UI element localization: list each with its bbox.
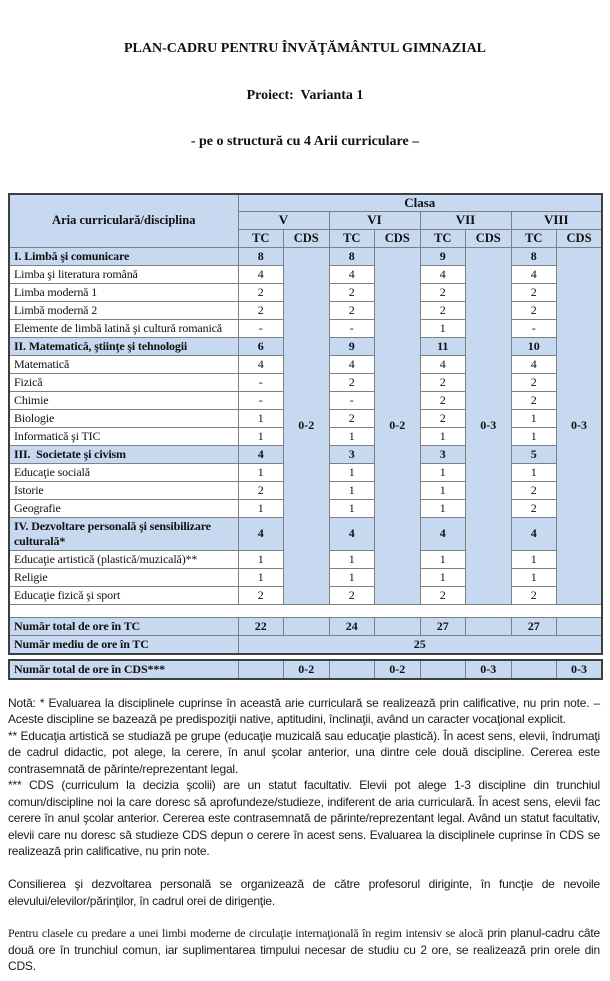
tc-value-cell: 1 — [238, 463, 284, 481]
tc-value-cell: 1 — [420, 499, 466, 517]
total-cds-value: 0-2 — [284, 660, 330, 679]
document-header — [8, 10, 602, 181]
row-label: Educaţie socială — [9, 463, 238, 481]
tc-value-cell: 1 — [420, 481, 466, 499]
total-cds-label: Număr total de ore în CDS*** — [9, 660, 238, 679]
tc-value-cell: 2 — [420, 409, 466, 427]
cds-merged-cell: 0-3 — [466, 247, 512, 604]
note-paragraph-5-rest: prin planul-cadru câte două ore în trunchiul comun, iar suplimentarea timpului necesar de studiu cu 2 ore, se realizează prin orele din CDS. — [8, 926, 600, 974]
row-label: Biologie — [9, 409, 238, 427]
empty-cell — [284, 617, 330, 635]
tc-value-cell: 1 — [511, 427, 557, 445]
average-tc-row — [9, 635, 602, 654]
tc-value-cell: 10 — [511, 337, 557, 355]
note-paragraph-4: Consilierea şi dezvoltarea personală se organizează de către profesorul diriginte, în funcţie de nevoile elevului/elevilor/părinţilor, în cadrul orei de dirigenţie. — [8, 876, 600, 908]
row-label: Educaţie fizică şi sport — [9, 586, 238, 604]
row-label: Informatică şi TIC — [9, 427, 238, 445]
cds-merged-cell: 0-2 — [375, 247, 421, 604]
section-row — [9, 247, 602, 265]
row-label: IV. Dezvoltare personală şi sensibilizare culturală* — [9, 517, 238, 550]
tc-value-cell: 2 — [511, 301, 557, 319]
tc-value-cell: 1 — [238, 568, 284, 586]
cds-header: CDS — [284, 229, 330, 247]
tc-value-cell: 2 — [238, 301, 284, 319]
tc-header: TC — [511, 229, 557, 247]
cds-merged-cell: 0-2 — [284, 247, 330, 604]
total-tc-row — [9, 617, 602, 635]
tc-value-cell: 1 — [329, 463, 375, 481]
empty-cell — [238, 660, 284, 679]
row-label: I. Limbă şi comunicare — [9, 247, 238, 265]
row-label: Limba modernă 1 — [9, 283, 238, 301]
tc-value-cell: 4 — [511, 517, 557, 550]
tc-value-cell: 11 — [420, 337, 466, 355]
page-title: PLAN-CADRU PENTRU ÎNVĂŢĂMÂNTUL GIMNAZIAL — [123, 41, 487, 56]
tc-value-cell: 1 — [329, 427, 375, 445]
tc-value-cell: 6 — [238, 337, 284, 355]
tc-value-cell: 2 — [420, 283, 466, 301]
tc-value-cell: 1 — [329, 568, 375, 586]
tc-value-cell: 2 — [511, 586, 557, 604]
row-label: Elemente de limbă latină şi cultură romanică — [9, 319, 238, 337]
row-label: Fizică — [9, 373, 238, 391]
tc-value-cell: 2 — [511, 373, 557, 391]
total-tc-value: 27 — [420, 617, 466, 635]
tc-value-cell: 2 — [511, 283, 557, 301]
average-tc-value: 25 — [238, 635, 602, 654]
tc-value-cell: 2 — [238, 586, 284, 604]
header-row-clasa — [9, 194, 602, 212]
row-label: Religie — [9, 568, 238, 586]
note-paragraph-3: *** CDS (curriculum la decizia şcolii) are un statut facultativ. Elevii pot alege 1-3 discipline din trunchiul comun/discipline noi la care doresc să aprofundeze/studieze, indiferent de aria curriculară. În acest sens, elevii fac cerere în anul şcolar anterior. Cererea este contrasemnată de părinte/reprezentant legal. Având un statut facultativ, elevii care nu doresc să studieze CDS depun o cerere în acest sens. Evaluarea la disciplinele cuprinse în CDS se realizează prin calificative, nu prin note. — [8, 778, 600, 859]
tc-value-cell: 4 — [238, 355, 284, 373]
tc-value-cell: 8 — [511, 247, 557, 265]
class-header-vi: VI — [329, 211, 420, 229]
tc-value-cell: 2 — [238, 481, 284, 499]
class-header-vii: VII — [420, 211, 511, 229]
page-subtitle-project: Proiect: Varianta 1 — [246, 87, 364, 103]
average-tc-label: Număr mediu de ore în TC — [9, 635, 238, 654]
empty-cell — [375, 617, 421, 635]
empty-cell — [511, 660, 557, 679]
total-cds-row — [9, 660, 602, 679]
tc-value-cell: - — [511, 319, 557, 337]
tc-value-cell: 4 — [238, 265, 284, 283]
tc-value-cell: - — [238, 391, 284, 409]
tc-value-cell: 4 — [511, 355, 557, 373]
row-label: Limbă modernă 2 — [9, 301, 238, 319]
tc-value-cell: 1 — [420, 427, 466, 445]
tc-value-cell: - — [329, 319, 375, 337]
class-header-v: V — [238, 211, 329, 229]
total-cds-value: 0-3 — [466, 660, 512, 679]
note-paragraph-5 — [8, 925, 600, 975]
clasa-header: Clasa — [238, 194, 602, 212]
tc-value-cell: 1 — [511, 409, 557, 427]
tc-value-cell: 9 — [420, 247, 466, 265]
row-label: Chimie — [9, 391, 238, 409]
tc-value-cell: 1 — [238, 427, 284, 445]
curriculum-table — [8, 193, 603, 655]
empty-cell — [329, 660, 375, 679]
tc-value-cell: 2 — [420, 391, 466, 409]
total-tc-value: 22 — [238, 617, 284, 635]
tc-value-cell: 2 — [420, 301, 466, 319]
tc-value-cell: 1 — [420, 319, 466, 337]
tc-value-cell: 2 — [511, 481, 557, 499]
cds-merged-cell: 0-3 — [557, 247, 603, 604]
row-label: II. Matematică, ştiinţe şi tehnologii — [9, 337, 238, 355]
total-tc-value: 27 — [511, 617, 557, 635]
tc-value-cell: 4 — [238, 517, 284, 550]
tc-value-cell: 1 — [238, 499, 284, 517]
tc-value-cell: 1 — [420, 568, 466, 586]
tc-value-cell: - — [238, 373, 284, 391]
tc-value-cell: 4 — [329, 517, 375, 550]
table-header — [9, 194, 602, 248]
class-header-viii: VIII — [511, 211, 602, 229]
row-label: III. Societate şi civism — [9, 445, 238, 463]
tc-value-cell: 1 — [238, 550, 284, 568]
tc-value-cell: 4 — [420, 265, 466, 283]
notes-section — [8, 695, 602, 975]
tc-value-cell: 2 — [329, 373, 375, 391]
cds-total-table — [8, 659, 603, 680]
total-cds-value: 0-3 — [557, 660, 603, 679]
empty-cell — [9, 604, 602, 617]
tc-header: TC — [329, 229, 375, 247]
tc-value-cell: 3 — [329, 445, 375, 463]
tc-value-cell: 2 — [329, 586, 375, 604]
tc-value-cell: 5 — [511, 445, 557, 463]
total-tc-value: 24 — [329, 617, 375, 635]
cds-header: CDS — [557, 229, 603, 247]
tc-value-cell: 8 — [329, 247, 375, 265]
empty-cell — [557, 617, 603, 635]
row-label: Geografie — [9, 499, 238, 517]
row-label: Limba şi literatura română — [9, 265, 238, 283]
tc-value-cell: 2 — [329, 301, 375, 319]
row-label: Istorie — [9, 481, 238, 499]
tc-value-cell: 2 — [329, 283, 375, 301]
row-label: Educaţie artistică (plastică/muzicală)** — [9, 550, 238, 568]
tc-value-cell: 1 — [329, 499, 375, 517]
tc-value-cell: 4 — [238, 445, 284, 463]
tc-value-cell: 4 — [511, 265, 557, 283]
tc-value-cell: 4 — [329, 265, 375, 283]
tc-header: TC — [238, 229, 284, 247]
tc-value-cell: 2 — [511, 499, 557, 517]
note-paragraph-1: Notă: * Evaluarea la disciplinele cuprinse în această arie curriculară se realizează prin calificative, nu prin note. – Aceste discipline se bazează pe predispoziţii native, aptitudini, înclinaţii, având un caracter vocaţional explicit. — [8, 695, 600, 727]
tc-value-cell: 1 — [511, 568, 557, 586]
note-paragraph-2: ** Educaţia artistică se studiază pe grupe (educaţie muzicală sau educaţie plastică). În acest sens, elevii, îndrumaţi de cadrul didactic, pot alege, la cerere, în anul şcolar anterior, una dintre cele două discipline. Cererea este contrasemnată de părinte/reprezentant legal. — [8, 728, 600, 776]
cds-header: CDS — [466, 229, 512, 247]
tc-header: TC — [420, 229, 466, 247]
tc-value-cell: 8 — [238, 247, 284, 265]
tc-value-cell: - — [329, 391, 375, 409]
row-label: Matematică — [9, 355, 238, 373]
tc-value-cell: 2 — [238, 283, 284, 301]
tc-value-cell: 4 — [329, 355, 375, 373]
tc-value-cell: 1 — [329, 481, 375, 499]
corner-header: Aria curriculară/disciplina — [9, 194, 238, 248]
tc-value-cell: 1 — [238, 409, 284, 427]
tc-value-cell: 1 — [420, 550, 466, 568]
tc-value-cell: 1 — [511, 463, 557, 481]
tc-value-cell: 4 — [420, 517, 466, 550]
empty-cell — [466, 617, 512, 635]
tc-value-cell: 2 — [511, 391, 557, 409]
note-paragraph-5-lead: Pentru clasele cu predare a unei limbi moderne de circulaţie internaţională în regim intensiv se alocă — [8, 926, 484, 941]
tc-value-cell: 1 — [511, 550, 557, 568]
tc-value-cell: 1 — [420, 463, 466, 481]
tc-value-cell: 3 — [420, 445, 466, 463]
table-totals — [9, 604, 602, 654]
tc-value-cell: 2 — [420, 373, 466, 391]
spacer-row — [9, 604, 602, 617]
total-tc-label: Număr total de ore în TC — [9, 617, 238, 635]
cds-header: CDS — [375, 229, 421, 247]
table-body — [9, 247, 602, 604]
tc-value-cell: 9 — [329, 337, 375, 355]
total-cds-value: 0-2 — [375, 660, 421, 679]
empty-cell — [420, 660, 466, 679]
tc-value-cell: 4 — [420, 355, 466, 373]
tc-value-cell: - — [238, 319, 284, 337]
page-subtitle-structure: - pe o structură cu 4 Arii curriculare – — [190, 134, 420, 149]
tc-value-cell: 2 — [329, 409, 375, 427]
tc-value-cell: 1 — [329, 550, 375, 568]
tc-value-cell: 2 — [420, 586, 466, 604]
